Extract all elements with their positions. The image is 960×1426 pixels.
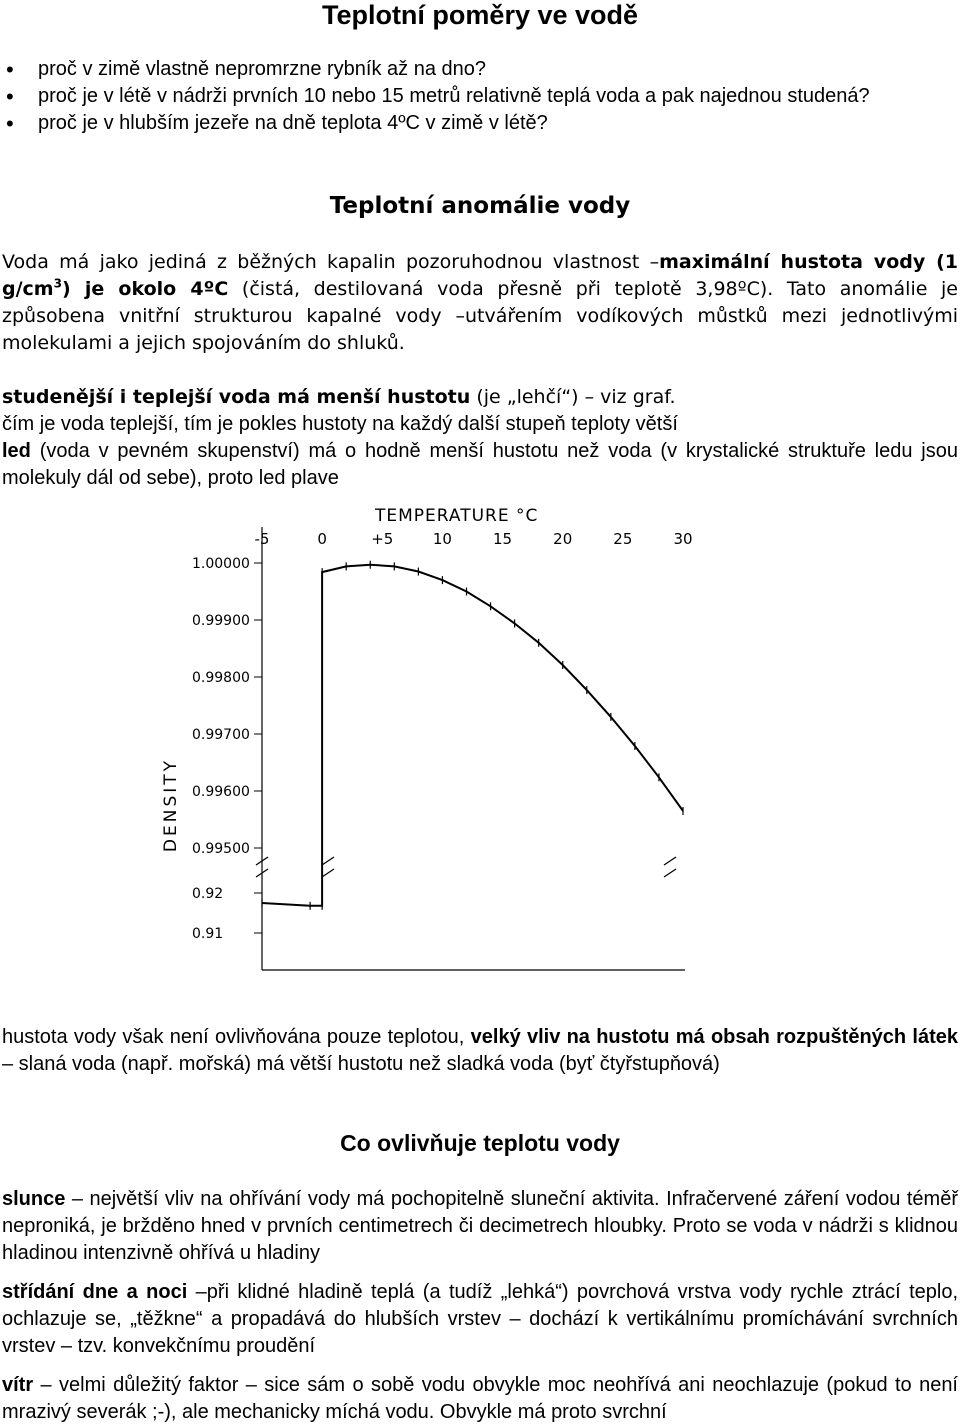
text: –při klidné hladině teplá (a tudíž „lehká“) povrchová vrstva vody rychle ztrácí teplo, ochlazuje se, „těžkne“ a propadává do hlubších vrstev – dochází k vertikálnímu promíchávání svrchních vrstev – tzv. konvekčnímu proudění [2, 1281, 959, 1357]
x-tick-label: 10 [432, 530, 452, 548]
x-tick-label: 25 [613, 530, 633, 548]
section-heading-factors: Co ovlivňuje teplotu vody [340, 1130, 620, 1156]
y-tick-label: 0.91 [192, 926, 224, 942]
chart-title: TEMPERATURE °C [375, 506, 539, 526]
paragraph-anomaly [2, 249, 958, 357]
x-tick-label: 20 [553, 530, 573, 548]
text: (voda v pevném skupenství) má o hodně menší hustotu než voda (v krystalické struktuře ledu jsou molekuly dál od sebe), proto led plave [2, 440, 958, 489]
axis-break-mark [322, 869, 334, 877]
axis-break-mark [664, 857, 676, 865]
y-tick-labels [192, 556, 262, 942]
x-tick-label: +5 [371, 530, 394, 548]
paragraph-density [2, 384, 958, 411]
x-tick-label: -5 [254, 530, 270, 548]
text: Voda má jako jediná z běžných kapalin pozoruhodnou vlastnost – [2, 251, 660, 273]
axis-break-mark [664, 869, 676, 877]
section-heading-anomaly: Teplotní anomálie vody [329, 193, 631, 219]
paragraph-warm: čím je voda teplejší, tím je pokles hustoty na každý další stupeň teploty větší [2, 413, 678, 435]
bold-text: střídání dne a noci [2, 1281, 188, 1303]
text: – slaná voda (např. mořská) má větší hustotu než sladká voda (byť čtyřstupňová) [2, 1053, 720, 1075]
y-tick-label: 0.99900 [192, 613, 250, 629]
paragraph-salinity [2, 1024, 958, 1078]
page-title: Teplotní poměry ve vodě [321, 0, 639, 30]
question-list [0, 56, 960, 137]
y-tick-label: 1.00000 [192, 556, 250, 572]
text: – velmi důležitý faktor – sice sám o sobě vodu obvykle moc neohřívá ani neochlazuje (pokud to není mrazivý severák ;-), ale mechanicky míchá vodu. Obvykle má proto svrchní [2, 1374, 958, 1423]
x-tick-label: 30 [673, 530, 693, 548]
x-tick-label: 0 [317, 530, 327, 548]
data-points [262, 561, 683, 910]
bold-text: studenější i teplejší voda má menší hustotu [2, 386, 471, 408]
text: maximální hustota vody (1 g/cm [2, 251, 958, 300]
x-tick-label: 15 [493, 530, 513, 548]
axis-breaks [256, 857, 676, 877]
text: (čistá, destilovaná voda přesně při teplotě 3,98ºC). Tato anomálie je způsobena vnitřní strukturou kapalné vody –utvářením vodíkových můstků mezi jednotlivými molekulami a jejich spojováním do shluků. [2, 278, 958, 354]
text: ) je okolo 4ºC [61, 278, 229, 300]
y-axis-label: DENSITY [161, 757, 181, 853]
paragraph-ice [2, 438, 958, 492]
y-tick-label: 0.92 [192, 886, 224, 902]
density-curve [262, 565, 683, 906]
y-tick-label: 0.99600 [192, 784, 250, 800]
axis-break-mark [322, 857, 334, 865]
bold-text: vítr [2, 1374, 34, 1396]
list-item: • proč je v hlubším jezeře na dně teplota 4ºC v zimě v létě? [0, 110, 960, 137]
text: (je „lehčí“) – viz graf. [470, 386, 676, 408]
y-tick-label: 0.99800 [192, 670, 250, 686]
text: – největší vliv na ohřívání vody má pochopitelně sluneční aktivita. Infračervené záření vodou téměř neproniká, je bržděno hned v prvních centimetrech či decimetrech hloubky. Proto se voda v nádrži s klidnou hladinou intenzivně ohřívá u hladiny [2, 1188, 958, 1264]
x-tick-labels [255, 530, 693, 548]
list-item: • proč je v létě v nádrži prvních 10 nebo 15 metrů relativně teplá voda a pak najednou studená? [0, 83, 960, 110]
bold-text: velký vliv na hustotu má obsah rozpuštěných látek [470, 1026, 958, 1048]
paragraph-day-night [2, 1279, 958, 1360]
y-tick-label: 0.99500 [192, 841, 250, 857]
y-tick-label: 0.99700 [192, 727, 250, 743]
density-chart [150, 495, 693, 985]
superscript: 3 [53, 276, 62, 291]
paragraph-sun [2, 1186, 958, 1267]
paragraph-wind [2, 1372, 958, 1426]
bold-text: led [2, 440, 31, 462]
text: hustota vody však není ovlivňována pouze teplotou, [2, 1026, 471, 1048]
bold-text: slunce [2, 1188, 66, 1210]
list-item: • proč v zimě vlastně nepromrzne rybník až na dno? [0, 56, 960, 83]
